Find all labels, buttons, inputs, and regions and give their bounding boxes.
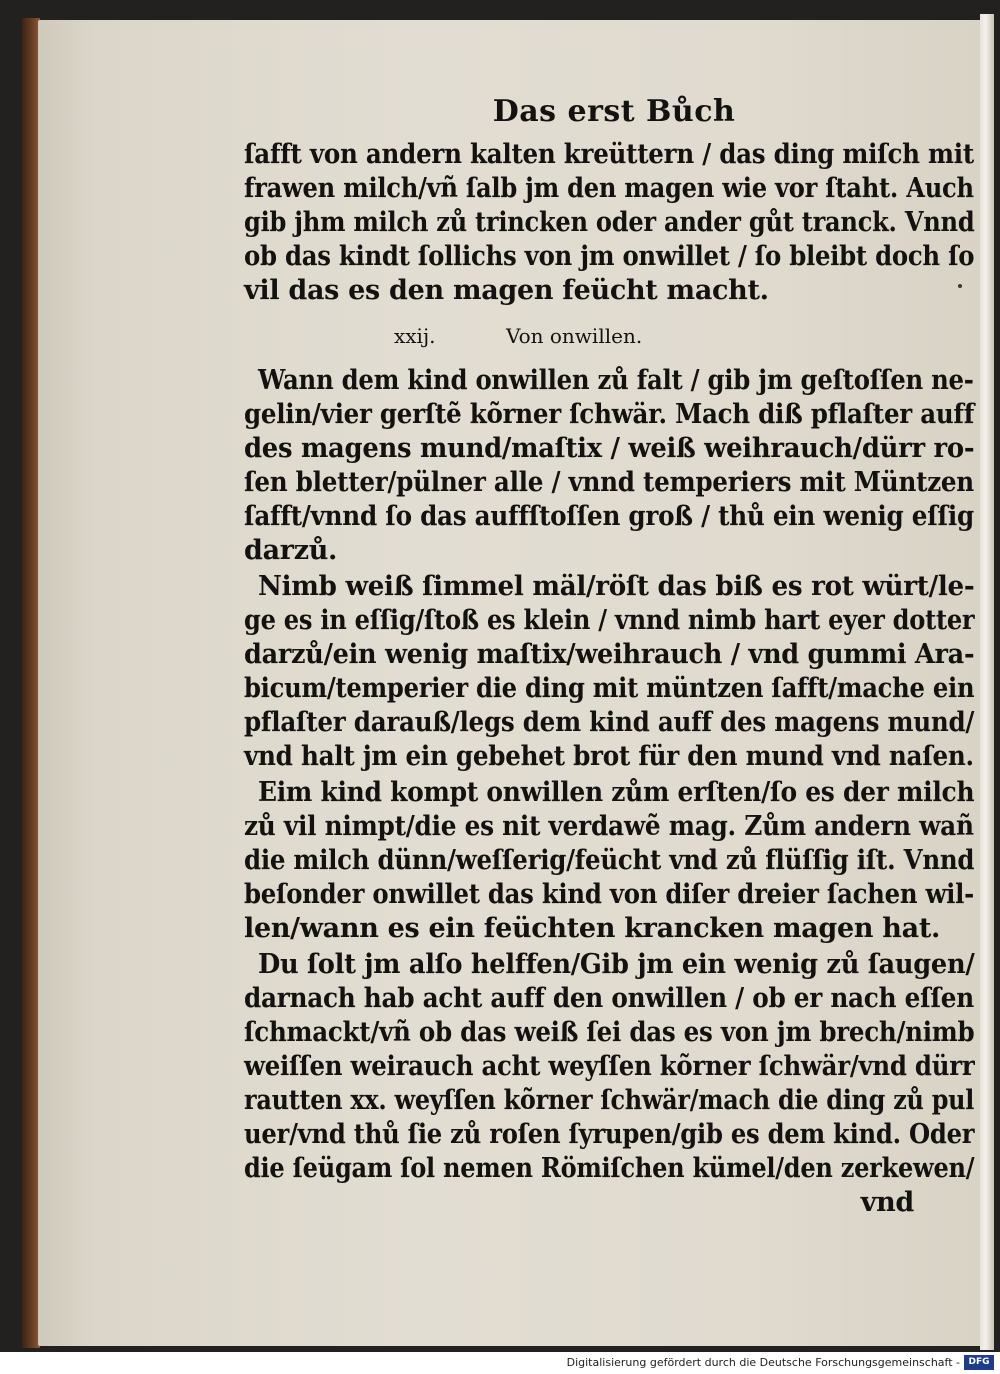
text-line: die milch dünn/weſſerig/feücht vnd zů flüſſig iſt. Vnnd: [244, 845, 975, 876]
footer-bar: [0, 1352, 1000, 1374]
text-line: ſchmackt/vñ ob das weiß ſei das es von jm brech/nimb: [244, 1017, 975, 1048]
text-line: Nimb weiß ſimmel mäl/röſt das biß es rot würt/le-: [258, 571, 975, 602]
chapter-heading: [244, 322, 974, 350]
paragraph: [244, 364, 974, 568]
text-line: zů vil nimpt/die es nit verdawẽ mag. Zům andern wañ: [244, 811, 974, 842]
paragraph: [244, 570, 974, 774]
text-line: ſafft/vnnd ſo das auffſtoſſen groß / thů ein wenig eſſig: [244, 501, 974, 532]
text-line: uer/vnd thů ſie zů roſen ſyrupen/gib es dem kind. Oder: [244, 1119, 975, 1150]
text-line: vnd halt jm ein gebehet brot für den mund vnd naſen.: [244, 741, 974, 772]
text-line: rautten xx. weyſſen kõrner ſchwär/mach die ding zů pul: [244, 1085, 975, 1116]
paragraph: [244, 948, 974, 1186]
text-line: die ſeügam ſol nemen Römiſchen kümel/den zerkewen/: [244, 1153, 975, 1184]
text-line: gelin/vier gerſtẽ kõrner ſchwär. Mach diß pflaſter auff: [244, 399, 975, 430]
text-line: ge es in eſſig/ſtoß es klein / vnnd nimb hart eyer dotter: [244, 605, 975, 636]
text-line: des magens mund/maſtix / weiß weihrauch/dürr ro-: [244, 433, 975, 464]
text-line: darnach hab acht auff den onwillen / ob er nach eſſen: [244, 983, 974, 1014]
text-line: frawen milch/vñ ſalb jm den magen wie vor ſtaht. Auch: [244, 173, 974, 204]
text-line: darzů.: [244, 535, 338, 566]
page-text: [244, 92, 974, 1220]
text-line: bicum/temperier die ding mit müntzen ſafft/mache ein: [244, 673, 975, 704]
text-line: weiſſen weirauch acht weyſſen kõrner ſchwär/vnd dürr: [244, 1051, 975, 1082]
catchword: vnd: [860, 1187, 914, 1218]
paragraph: [244, 776, 974, 946]
text-line: Eim kind kompt onwillen zům erſten/ſo es der milch: [258, 777, 975, 808]
page-right-edge: [980, 14, 994, 1350]
text-line: ſen bletter/pülner alle / vnnd temperiers mit Müntzen: [244, 467, 974, 498]
chapter-title: Von onwillen.: [506, 324, 643, 348]
text-line: gib jhm milch zů trincken oder ander gůt tranck. Vnnd: [244, 207, 975, 238]
text-line: Du ſolt jm alſo helffen/Gib jm ein wenig zů ſaugen/: [258, 949, 975, 980]
text-line: pflaſter darauß/legs dem kind auff des magens mund/: [244, 707, 975, 738]
dfg-logo: DFG: [964, 1355, 994, 1370]
text-line: beſonder onwillet das kind von diſer dreier ſachen wil-: [244, 879, 974, 910]
funding-credit: Digitalisierung gefördert durch die Deutsche Forschungsgemeinschaft -: [566, 1356, 960, 1369]
text-line: Wann dem kind onwillen zů falt / gib jm geſtoſſen ne-: [258, 365, 974, 396]
text-line: ob das kindt ſollichs von jm onwillet / ſo bleibt doch ſo: [244, 241, 975, 272]
running-head: Das erst Bůch: [492, 94, 736, 129]
opening-passage: [244, 138, 974, 308]
text-line: darzů/ein wenig maſtix/weihrauch / vnd gummi Ara-: [244, 639, 975, 670]
text-line: ſafft von andern kalten kreüttern / das ding miſch mit: [244, 139, 974, 170]
chapter-number: xxij.: [394, 324, 436, 348]
text-line: vil das es den magen feücht macht.: [244, 275, 769, 306]
text-line: len/wann es ein feüchten krancken magen hat.: [244, 913, 941, 944]
